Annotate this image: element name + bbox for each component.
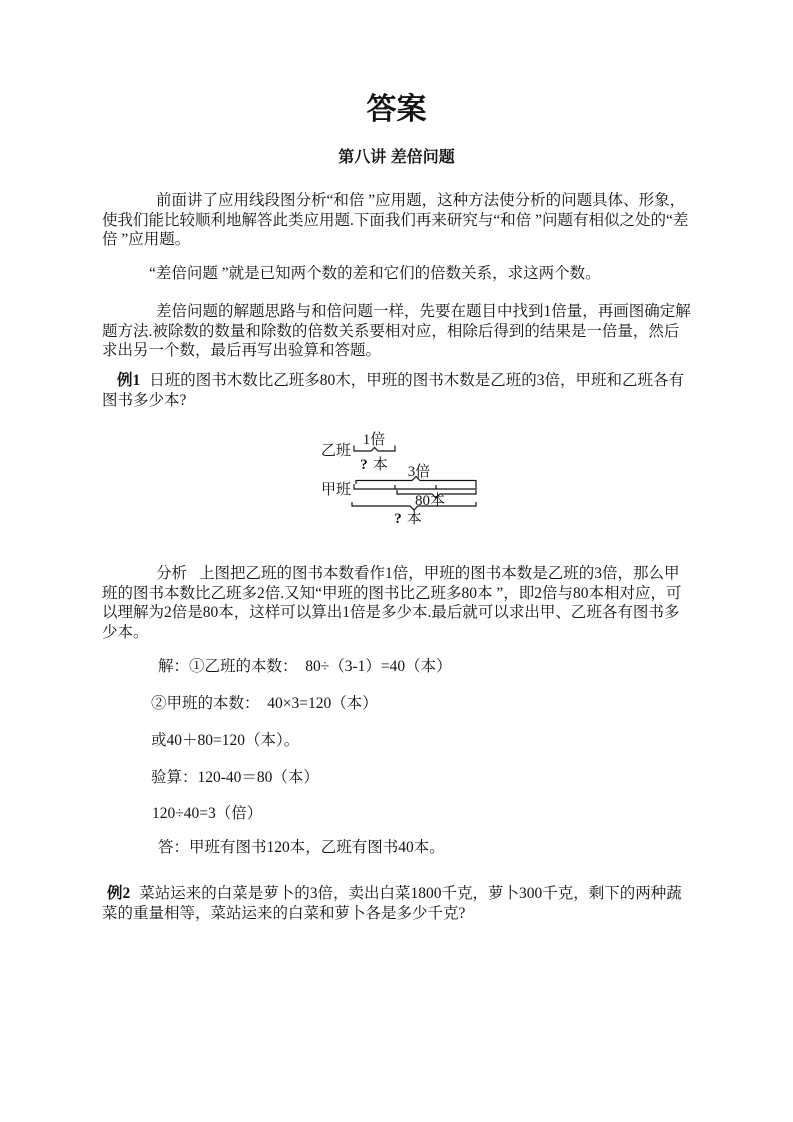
one-times-label: 1倍 [362, 432, 386, 448]
yi-row-label: 乙班 [321, 443, 352, 459]
analysis-text: 上图把乙班的图书本数看作1倍，甲班的图书本数是乙班的3倍，那么甲班的图书本数比乙班多2倍.又知“甲班的图书比乙班多80本 ”，即2倍与80本相对应，可以理解为2倍是80本，这样可以算出1倍是多少本.最后就可以求出甲、乙班各有图书多少本。 [102, 565, 682, 641]
example2-label: 例2 [107, 885, 131, 902]
jia-segment [354, 484, 476, 489]
solution-check-1: 验算：120-40＝80（本） [151, 769, 319, 786]
paragraph-intro-2: “差倍问题 ”就是已知两个数的差和它们的倍数关系，求这两个数。 [149, 265, 601, 282]
solution-step-2: ②甲班的本数： 40×3=120（本） [151, 695, 378, 712]
analysis-label: 分析 [156, 565, 188, 582]
page-title: 答案 [366, 93, 427, 126]
paragraph-intro-1: 前面讲了应用线段图分析“和倍 ”应用题，这种方法使分析的问题具体、形象，使我们能比较顺利地解答此类应用题.下面我们再来研究与“和倍 ”问题有相似之处的“差倍 ”应用题。 [102, 192, 689, 248]
paragraph-intro-3: 差倍问题的解题思路与和倍问题一样，先要在题目中找到1倍量，再画图确定解题方法.被除数的数量和除数的倍数关系要相对应，相除后得到的结果是一倍量，然后求出另一个数，最后再写出验算和答题。 [102, 303, 691, 359]
solution-step-1: 解：①乙班的本数： 80÷（3-1）=40（本） [158, 658, 452, 675]
section-title: 第八讲 差倍问题 [338, 149, 455, 166]
solution-step-3: 或40＋80=120（本）。 [151, 732, 300, 749]
example2-text: 菜站运来的白菜是萝卜的3倍，卖出白菜1800千克，萝卜300千克，剩下的两种蔬菜的重量相等，菜站运来的白菜和萝卜各是多少千克? [102, 885, 682, 922]
difference-label: 80本 [414, 493, 446, 509]
yi-question-label: ? 本 [360, 457, 388, 473]
analysis-paragraph [102, 564, 694, 642]
line-segment-diagram [316, 428, 496, 526]
example1-text: 日班的图书木数比乙班多80木，甲班的图书木数是乙班的3倍，甲班和乙班各有图书多少本? [102, 372, 685, 409]
jia-row-label: 甲班 [321, 482, 352, 498]
example2-paragraph [102, 884, 694, 923]
jia-question-label: ? 本 [394, 511, 422, 526]
solution-answer: 答：甲班有图书120本，乙班有图书40本。 [158, 839, 445, 856]
diagram-svg [316, 428, 496, 526]
example1-paragraph [102, 371, 694, 410]
solution-check-2: 120÷40=3（倍） [152, 805, 263, 822]
example1-label: 例1 [117, 372, 141, 389]
three-times-label: 3倍 [407, 464, 431, 480]
